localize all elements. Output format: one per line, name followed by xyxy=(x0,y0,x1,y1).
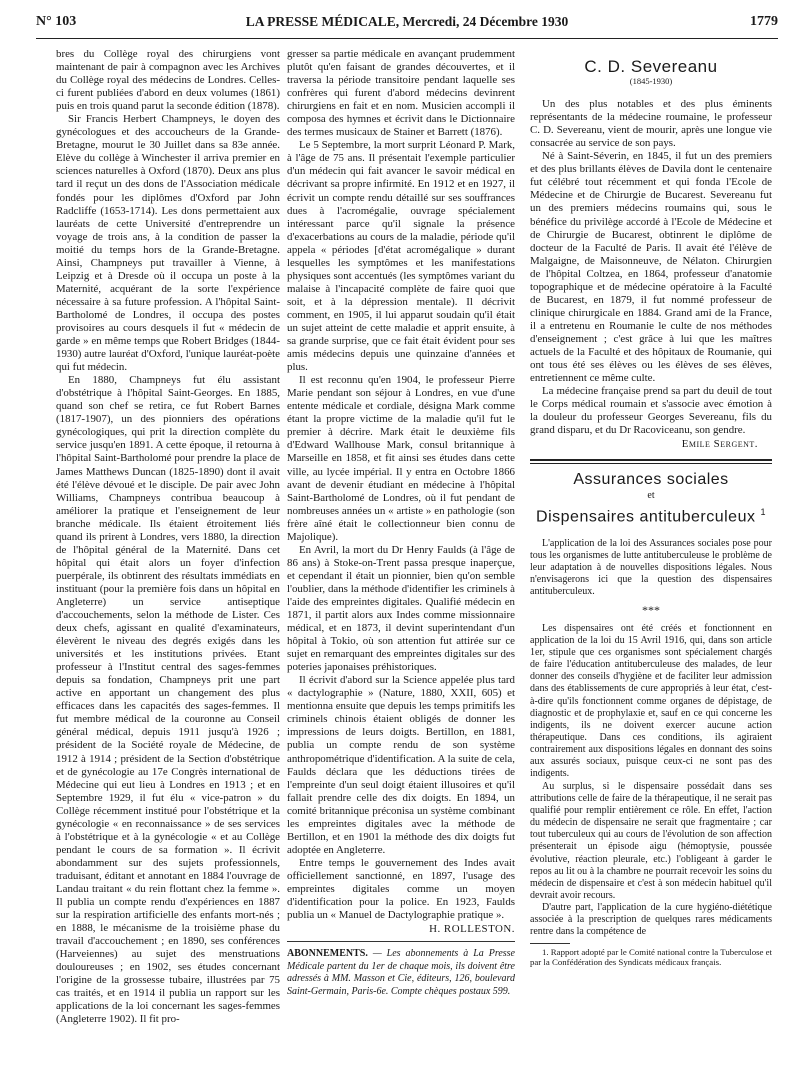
column-1 xyxy=(56,48,280,1027)
paragraph: Les dispensaires ont été créés et fonctionnent en application de la loi du 15 Avril 1916, qui, dans son article 1er, stipule que ces organismes sont spécialement chargés de faire l'éducation antituberculeuse des malades, de leur donner des conseils d'hygiène et de faciliter leur admission dans des établissements de cure appropriés à leur état, c'est-à-dire qu'ils fonctionnent comme organes de dépistage, de diagnostic et de prophylaxie et, sauf en ce qui concerne les indigents, ils ne doivent exercer aucune action thérapeutique. Dans ces conditions, ils agiraient contrairement aux dispositions légales en donnant des soins aux assurés sociaux, puisque ceux-ci ne sont pas des indigents. xyxy=(530,622,772,780)
issue-number: N° 103 xyxy=(36,14,77,29)
paragraph: gresser sa partie médicale en avançant prudemment plutôt qu'en faisant de grandes découvertes, et il traversa la période transitoire pendant laquelle ses confrères qui furent d'abord médecins devinrent chirurgiens en fait et en nom. Musicien accompli il composa des hymnes et écrivit dans le Dictionnaire des termes musicaux de Stainer et Barrett (1876). xyxy=(287,48,515,139)
section-conjunction: et xyxy=(647,490,655,502)
paragraph: Sir Francis Herbert Champneys, le doyen des gynécologues et des accoucheurs de la Grande-Bretagne, mourut le 30 Juillet dans sa 83e année. Elève du collège à Winchester il arriva premier en sciences naturelles à Oxford (1870). Deux ans plus tard il reçut un des dons de l'Association médicale fondés pour les diplômes d'Oxford par John Radcliffe (1653-1714). Les dons permettaient aux lauréats de cette Université d'entreprendre un voyage de trois ans, à la condition de passer la moitié du temps hors de la Grande-Bretagne. Ainsi, Champneys put travailler à Vienne, à Leipzig et à Dresde où il occupa un poste à la Maternité, acquérant de la sorte l'expérience nécessaire à sa future profession. A l'hôpital Saint-Bartholomé de Londres, il occupa des postes provisoires au cours desquels il fut « médecin de garde » en même temps que Robert Bridges (1844-1930) autre lauréat d'Oxford, l'unique lauréat-poète qui fut médecin. xyxy=(56,113,280,374)
obituary-signature: Emile Sergent. xyxy=(681,438,758,451)
footnote: 1. Rapport adopté par le Comité national contre la Tuberculose et par la Confédération des Syndicats médicaux français. xyxy=(530,946,772,968)
paragraph: bres du Collège royal des chirurgiens vont maintenant de pair à compagnon avec les Archives du Collège royal des médecins de Londres. Celles-ci furent publiées d'abord en deux volumes (1861) puis en trois quand parut la seconde édition (1878). xyxy=(56,48,280,113)
asterism: *** xyxy=(642,602,660,617)
paragraph: La médecine française prend sa part du deuil de tout le Corps médical roumain et s'associe avec émotion à la douleur du professeur Georges Severeanu, fils du grand disparu, et du Dr Racoviceanu, son gendre. xyxy=(530,385,772,437)
section-title: Assurances sociales xyxy=(573,471,729,489)
section-subtitle xyxy=(530,502,772,527)
paragraph: Le 5 Septembre, la mort surprit Léonard P. Mark, à l'âge de 75 ans. Il présentait l'exemple particulier d'un médecin qui fait avancer le savoir médical en décrivant sa propre infirmité. En 1912 et en 1927, il écrivit un compte rendu détaillé sur ses souffrances dues à l'acromégalie, ouvrage spécialement intéressant parce qu'il signale la présence d'exacerbations au cours de la maladie, période qu'il appela « périodes [d'état acromégalique » durant lesquelles les symptômes et les manifestations physiques sont accentués (les symptômes variant du malaise à l'incapacité complète de faire quoi que soit, et à la dépression mentale). Il décrivit comment, en 1905, il lui apparut soudain qu'il était un sujet atteint de cette maladie et apprit ensuite, à sa grande surprise, que ce fait était évident pour ses amis médecins depuis une quinzaine d'années et plus. xyxy=(287,139,515,374)
column-2 xyxy=(287,48,515,999)
footnote-divider xyxy=(530,943,570,944)
paragraph: D'autre part, l'application de la cure hygiéno-diététique associée à la prescription de quelques rares médicaments rentre dans la compétence de xyxy=(530,902,772,938)
column-3 xyxy=(530,48,772,968)
divider xyxy=(287,941,515,942)
paragraph: Entre temps le gouvernement des Indes avait officiellement sanctionné, en 1897, l'usage des empreintes digitales comme un moyen d'identification pour la police. En 1923, Faulds publia un « Manuel de Dactylographie pratique ». xyxy=(287,856,515,922)
paragraph: Il écrivit d'abord sur la Science appelée plus tard « dactylographie » (Nature, 1880, XXII, 605) et mentionna ensuite que depuis les temps primitifs les criminels chinois étaient obligés de donner les impressions de leurs doigts. Bertillon, en 1881, publia un compte rendu de son système anthropométrique d'identification. A la suite de cela, Faulds déclara que les déductions tirées de l'empreinte d'un seul doigt étaient illusoires et qu'il fallait prendre celle des dix doigts. En 1894, un comité britannique préconisa un système combinant les empreintes digitales avec la méthode de Bertillon, et en 1901 la méthode des dix doigts fut adoptée en Angleterre. xyxy=(287,674,515,856)
section-divider xyxy=(530,459,772,461)
paragraph: Il est reconnu qu'en 1904, le professeur Pierre Marie pendant son séjour à Londres, en vue d'une entente médicale et cordiale, désigna Mark comme étant la propre victime de la maladie qu'il fut le premier à décrire. Mark était le deuxième fils d'Edward Wallhouse Mark, consul britannique à Marseille en 1858, et fit ainsi ses études dans cette ville, au lycée impérial. Il y entra en Octobre 1866 avant de devenir étudiant en médecine à l'hôpital Saint-Bartholomé de Londres, où il fut pendant de nombreuses années un « artiste » en pathologie (son frère aîné était le collectionneur bien connu de Majolique). xyxy=(287,374,515,543)
footnote-marker: 1 xyxy=(760,507,766,518)
paragraph: Né à Saint-Séverin, en 1845, il fut un des premiers et des plus brillants élèves de Davila dont le centenaire fut célébré tout récemment et qui fonda l'Ecole de Médecine et de Chirurgie de Bucarest. Severeanu fut un des premiers médecins roumains qui, sous le bénéfice du privilège accordé à l'Ecole de Médecine et de Chirurgie de Bucarest, obtinrent le diplôme de docteur de la Faculté de Paris. Il avait été l'élève de Malgaigne, de Maisonneuve, de Nélaton. Chirurgien de l'hôpital Coltzea, en 1864, professeur d'anatomie topographique et de médecine opératoire à la Faculté de Bucarest, en 1879, il fut nommé professeur de clinique chirurgicale en 1884. Grand ami de la France, il a entretenu en Roumanie le culte de nos méthodes d'enseignement ; c'est grâce à lui que les maîtres actuels de la Faculté et des hôpitaux de Roumanie, qui ont tous été ses élèves ou les élèves de ses élèves, entretiennent ce même culte. xyxy=(530,150,772,385)
section-divider-thin xyxy=(530,463,772,464)
subscriptions-text: — Les abonnements à La Presse Médicale partent du 1er de chaque mois, ils doivent être adressés à MM. Masson et Cie, éditeurs, 126, boulevard Saint-Germain, Paris-6e. Compte chèques postaux 599. xyxy=(287,948,515,997)
section-subtitle-text: Dispensaires antituberculeux xyxy=(536,508,756,526)
journal-title: LA PRESSE MÉDICALE, Mercredi, 24 Décembre 1930 xyxy=(245,14,569,29)
subscriptions-notice xyxy=(287,948,515,998)
obituary-dates: (1845-1930) xyxy=(629,76,673,87)
page-header xyxy=(36,8,778,39)
paragraph: En 1880, Champneys fut élu assistant d'obstétrique à l'hôpital Saint-Georges. En 1885, quand son chef se retira, ce fut Robert Barnes (1817-1907), un des pionniers des opérations gynécologiques, qui prit la direction complète du service jusqu'en 1891. A cette époque, il retourna à l'hôpital Saint-Bartholomé pour prendre la place de James Matthews Duncan (1825-1890) dont il avait été l'élève dévoué et le disciple. De pair avec John Williams, Champneys contribua beaucoup à améliorer la pratique et l'enseignement de leur branche médicale. Ils étaient étroitement liés quand ils prirent à Londres, vers 1880, la direction de l'hôpital général de la Maternité. Dans cet hôpital qui était alors un foyer d'infection puerpérale, ils obtinrent des résultats immédiats en instituant (pour la première fois dans un hôpital en Angleterre) un service antiseptique d'accouchements, selon la méthode de Lister. Ces deux chefs, agissant en qualité d'examinateurs, élevèrent le niveau des degrés exigés dans les universités et les institutions privées. Etant professeur à l'Institut central des sages-femmes depuis sa fondation, Champneys prit une part active en apportant un changement des plus efficaces dans les capacités des sages-femmes. Il fut membre médical de la couronne au Conseil général médical, depuis 1911 jusqu'à 1926 ; président de la Société royale de Médecine, de 1912 à 1914 ; président de la Section d'obstétrique et de gynécologie au 17e Congrès international de Médecine qui eut lieu à Londres en 1913 ; et en Septembre 1929, il fut élu « vice-patron » du Collège récemment institué pour l'obstétrique et la gynécologie « en reconnaissance » de ses services à l'obstétrique et à la gynécologie « et au Collège pendant le cours de sa formation ». Il écrivit abondamment sur des sujets professionnels, traduisant, éditant et annotant en 1884 l'ouvrage de Landau traitant « du rein flottant chez la femme ». Il publia un compte rendu d'expériences en 1887 sur la respiration artificielle des enfants mort-nés ; en 1888, le mécanisme de la troisième phase du travail d'accouchement ; en 1890, ses conférences (Harveiennes) au sujet des menstruations douloureuses ; en 1902, ses études concernant l'origine de la grossesse tubaire, illustrées par 75 cas traités, et en 1914 il publia un rapport sur les applications de la loi concernant les sages-femmes (Angleterre 1902). Il fit pro- xyxy=(56,374,280,1026)
obituary-title: C. D. Severeanu xyxy=(584,57,718,76)
paragraph: En Avril, la mort du Dr Henry Faulds (à l'âge de 86 ans) à Stoke-on-Trent passa presque inaperçue, et cependant il était un pionnier, bien qu'on semble l'oublier, dans la méthode d'identifier les criminels à l'aide des empreintes digitales. Qualifié médecin en 1871, il partit alors aux Indes comme missionnaire médical, et en 1873, il devint superintendant d'un hôpital à Tokio, où son attention fut attirée sur ce sujet en remarquant des empreintes digitales sur des poteries japonaises préhistoriques. xyxy=(287,543,515,674)
paragraph: Un des plus notables et des plus éminents représentants de la médecine roumaine, le professeur C. D. Severeanu, vient de mourir, après une longue vie consacrée au service de son pays. xyxy=(530,98,772,150)
page-number: 1779 xyxy=(750,14,778,29)
article-signature: H. ROLLESTON. xyxy=(429,923,515,936)
intro-paragraph: L'application de la loi des Assurances sociales pose pour tous les organismes de lutte antituberculeuse le problème de leur adaptation à de nouvelles dispositions légales. Nous n'envisagerons ici que la question des dispensaires antituberculeux. xyxy=(530,537,772,598)
paragraph: Au surplus, si le dispensaire possédait dans ses attributions celle de faire de la thérapeutique, il ne serait pas qualifié pour remplir entièrement ce rôle. En effet, l'action du médecin de dispensaire ne serait que fragmentaire ; car tout tuberculeux qui au cours de l'évolution de son affection présenterait un épisode aigu (hémoptysie, poussée évolutive, réaction pleurale, etc.) l'obligeant à garder le repos au lit ou à la chambre ne pourrait recevoir les soins du médecin de dispensaire et c'est à son médecin habituel qu'il devrait avoir recours. xyxy=(530,780,772,901)
subscriptions-label: ABONNEMENTS. xyxy=(287,948,368,960)
